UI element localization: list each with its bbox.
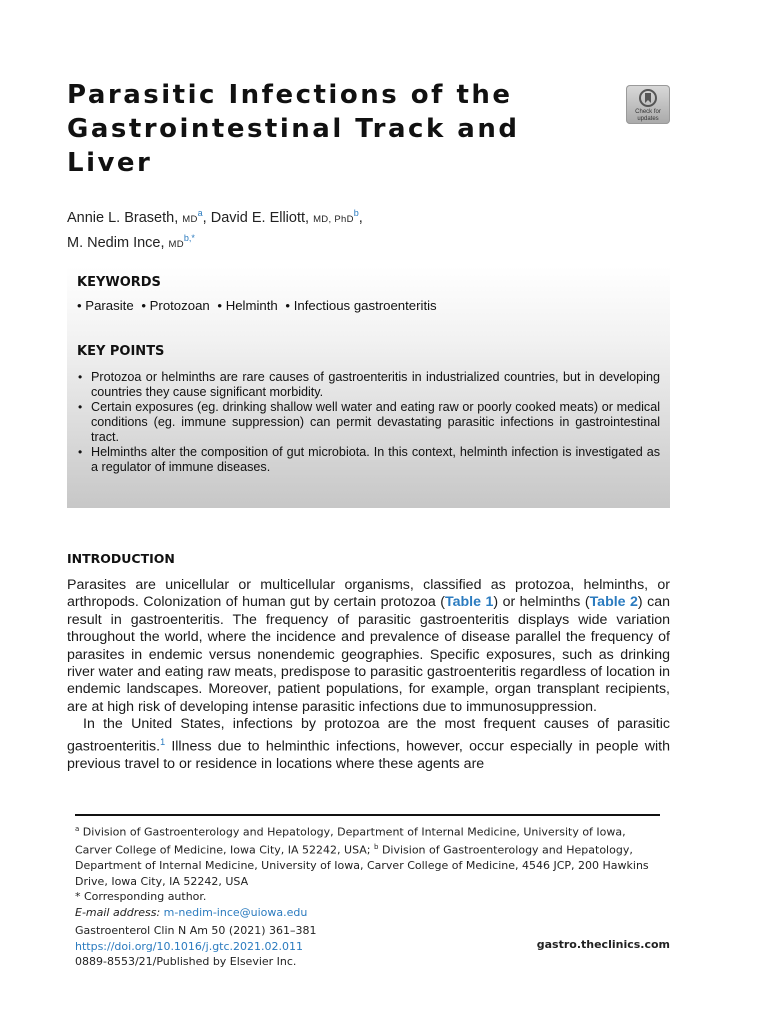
issn-publisher: 0889-8553/21/Published by Elsevier Inc.: [75, 955, 297, 968]
key-points-heading: KEY POINTS: [77, 344, 165, 359]
key-point-item: • Protozoa or helminths are rare causes of gastroenteritis in industrialized countries, but in developing countries they cause significant morbidity.: [77, 370, 660, 400]
doi-link[interactable]: https://doi.org/10.1016/j.gtc.2021.02.011: [75, 939, 304, 953]
author-list: Annie L. Braseth, $MD^a$, David E. Elliott, MD, PhD$^b$, M. Nedim Ince, $MD^{b,*}$: [67, 208, 363, 251]
key-points-list: [77, 370, 660, 475]
corresponding-mark[interactable]: *: [191, 232, 195, 243]
table-2-link[interactable]: Table 2: [589, 594, 638, 611]
badge-line-1: Check for: [635, 109, 661, 115]
keywords-list: [77, 298, 441, 313]
key-point-item: • Helminths alter the composition of gut microbiota. In this context, helminth infection is investigated as a regulator of immune diseases.: [77, 445, 660, 475]
key-point-item: • Certain exposures (eg. drinking shallow well water and eating raw or poorly cooked meats) or medical conditions (eg. immune suppression) can permit devastating parasitic infections in gastrointestinal tract.: [77, 400, 660, 445]
journal-website[interactable]: gastro.theclinics.com: [536, 938, 670, 951]
bookmark-icon: [638, 88, 658, 108]
email-link[interactable]: m-nedim-ince@uiowa.edu: [163, 905, 308, 919]
journal-info: [75, 923, 316, 970]
corresponding-author-note: * Corresponding author.: [75, 890, 207, 904]
footnotes: [75, 822, 665, 920]
keywords-keypoints-box: [67, 267, 670, 508]
check-for-updates-badge[interactable]: [626, 85, 670, 124]
author-name: David E. Elliott,: [210, 209, 310, 226]
introduction-body: [67, 577, 670, 773]
affiliation-mark[interactable]: b: [353, 208, 359, 218]
paragraph: Parasites are unicellular or multicellular organisms, classified as protozoa, helminths, or arthropods. Colonization of human gut by certain protozoa (Table 1) or helminths (Table 2) can result in gastroenteritis. The frequency of parasitic gastroenteritis displays wide variation throughout the world, where the incidence and prevalence of disease parallel the frequency of parasites in endemic versus nonendemic geographies. Specific exposures, such as drinking river water and eating raw meats, predispose to parasitic gastroenteritis regardless of location in endemic landscapes. Moreover, patient populations, for example, organ transplant recipients, are at high risk of developing intense parasitic infections due to immunosuppression.: [67, 577, 670, 715]
affiliation-mark[interactable]: b,*: [183, 232, 195, 243]
author-degree: MD, PhD: [313, 213, 354, 225]
keyword-item: • Protozoan: [141, 298, 210, 313]
footnote-divider: [75, 814, 660, 816]
article-title: Parasitic Infections of the Gastrointestinal Track and Liver: [67, 80, 520, 178]
author-degree: MD: [182, 213, 198, 225]
keywords-heading: KEYWORDS: [77, 275, 161, 290]
badge-line-2: updates: [637, 115, 659, 122]
author-degree: MD: [168, 238, 184, 250]
author-name: Annie L. Braseth,: [67, 209, 179, 226]
paragraph: In the United States, infections by protozoa are the most frequent causes of parasitic gastroenteritis.$^1$ Illness due to helminthic infections, however, occur especially in people with previous travel to or residence in locations where these agents are: [67, 716, 670, 772]
introduction-heading: INTRODUCTION: [67, 551, 175, 566]
author-name: M. Nedim Ince,: [67, 234, 165, 251]
keyword-item: • Parasite: [77, 298, 134, 313]
affiliation-mark[interactable]: a: [197, 208, 203, 218]
table-1-link[interactable]: Table 1: [445, 594, 494, 611]
keyword-item: • Infectious gastroenteritis: [285, 298, 437, 313]
reference-link[interactable]: 1: [160, 736, 166, 747]
citation: Gastroenterol Clin N Am 50 (2021) 361–381: [75, 924, 317, 937]
affiliations: $^a$ Division of Gastroenterology and Hepatology, Department of Internal Medicine, University of Iowa, Carver College of Medicine, Iowa City, IA 52242, USA; $^b$ Division of Gastroenterology and Hepatology, Department of Internal Medicine, University of Iowa, Carver College of Medicine, 4546 JCP, 200 Hawkins Drive, Iowa City, IA 52242, USA: [75, 825, 649, 888]
email-line: E-mail address: m-nedim-ince@uiowa.edu: [75, 905, 308, 919]
keyword-item: • Helminth: [217, 298, 278, 313]
